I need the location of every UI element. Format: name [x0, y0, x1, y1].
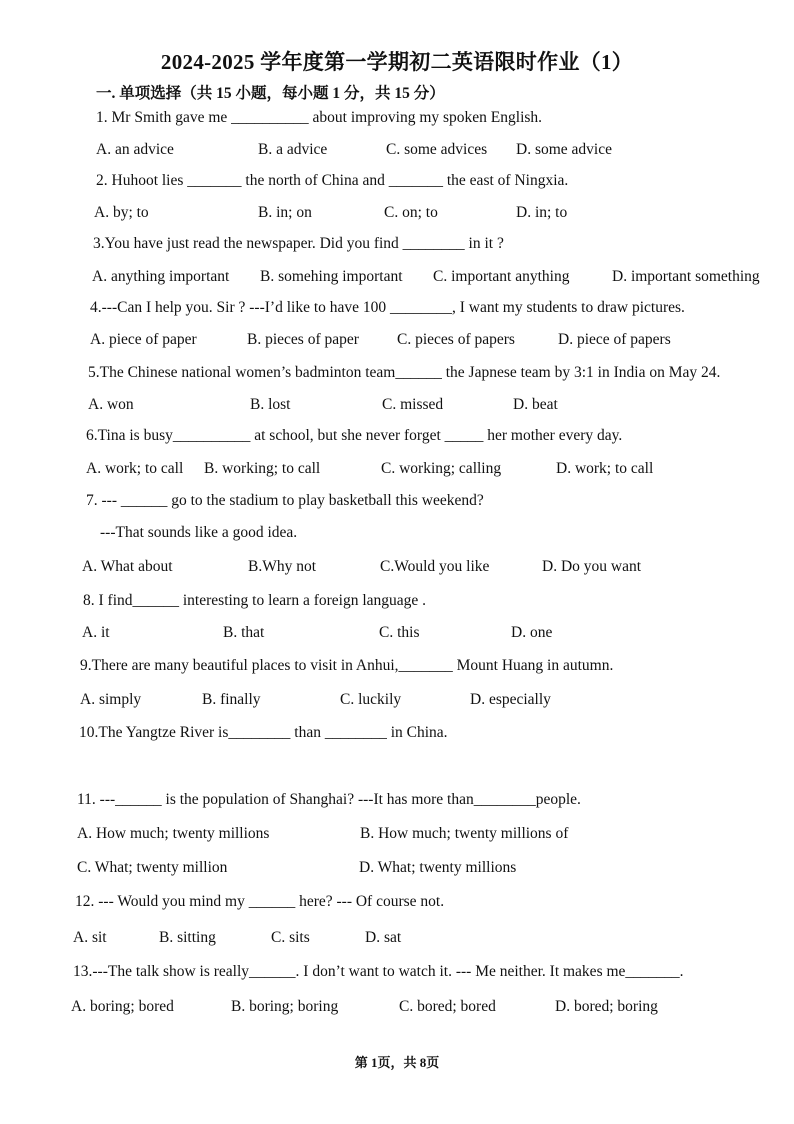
- page-footer: 第 1页，共 8页: [354, 1055, 440, 1070]
- option-a: A. sit: [73, 929, 107, 946]
- option-d: D. bored; boring: [555, 998, 658, 1015]
- option-b: B. that: [223, 624, 265, 641]
- option-c: C.Would you like: [380, 558, 490, 575]
- option-a: A. piece of paper: [90, 331, 197, 348]
- option-d: D. in; to: [516, 204, 568, 221]
- question-stem: 2. Huhoot lies _______ the north of China and _______ the east of Ningxia.: [96, 172, 569, 189]
- option-a: A. boring; bored: [71, 998, 174, 1015]
- page-title: 2024-2025 学年度第一学期初二英语限时作业（1）: [160, 50, 634, 74]
- option-d: D. Do you want: [542, 558, 642, 575]
- option-a: A. won: [88, 396, 134, 413]
- option-a: A. What about: [82, 558, 173, 575]
- option-a: A. simply: [80, 691, 142, 708]
- option-d: D. What; twenty millions: [359, 859, 517, 876]
- question-stem: 13.---The talk show is really______. I don’t want to watch it. --- Me neither. It makes me_______.: [73, 963, 684, 980]
- option-c: C. working; calling: [381, 460, 502, 477]
- question-stem: 1. Mr Smith gave me __________ about improving my spoken English.: [96, 109, 543, 126]
- question-response: ---That sounds like a good idea.: [100, 524, 298, 541]
- option-b: B. working; to call: [204, 460, 321, 477]
- option-b: B. pieces of paper: [247, 331, 359, 348]
- option-b: B. How much; twenty millions of: [360, 825, 569, 842]
- option-d: D. important something: [612, 268, 760, 285]
- option-c: C. What; twenty million: [77, 859, 228, 876]
- question-stem: 9.There are many beautiful places to visit in Anhui,_______ Mount Huang in autumn.: [80, 657, 614, 674]
- option-c: C. on; to: [384, 204, 438, 221]
- option-d: D. especially: [470, 691, 551, 708]
- option-a: A. by; to: [94, 204, 149, 221]
- option-c: C. sits: [271, 929, 310, 946]
- option-b: B. boring; boring: [231, 998, 339, 1015]
- option-a: A. How much; twenty millions: [77, 825, 270, 842]
- option-a: A. anything important: [92, 268, 230, 285]
- option-a: A. work; to call: [86, 460, 184, 477]
- question-stem: 8. I find______ interesting to learn a foreign language .: [83, 592, 427, 609]
- option-a: A. it: [82, 624, 110, 641]
- option-c: C. pieces of papers: [397, 331, 515, 348]
- option-a: A. an advice: [96, 141, 174, 158]
- option-b: B. finally: [202, 691, 261, 708]
- option-c: C. bored; bored: [399, 998, 496, 1015]
- option-c: C. important anything: [433, 268, 570, 285]
- option-b: B. sitting: [159, 929, 216, 946]
- question-stem: 10.The Yangtze River is________ than ________ in China.: [79, 724, 448, 741]
- option-b: B. lost: [250, 396, 291, 413]
- option-d: D. piece of papers: [558, 331, 671, 348]
- question-stem: 5.The Chinese national women’s badminton team______ the Japnese team by 3:1 in India on May 24.: [88, 364, 721, 381]
- option-b: B. somehing important: [260, 268, 403, 285]
- question-stem: 4.---Can I help you. Sir ? ---I’d like to have 100 ________, I want my students to draw pictures.: [90, 299, 685, 316]
- question-stem: 11. ---______ is the population of Shanghai? ---It has more than________people.: [77, 791, 581, 808]
- question-stem: 6.Tina is busy__________ at school, but she never forget _____ her mother every day.: [86, 427, 623, 444]
- option-c: C. missed: [382, 396, 444, 413]
- question-stem: 7. --- ______ go to the stadium to play basketball this weekend?: [86, 492, 484, 509]
- option-d: D. sat: [365, 929, 402, 946]
- option-b: B.Why not: [248, 558, 317, 575]
- option-c: C. luckily: [340, 691, 402, 708]
- option-b: B. a advice: [258, 141, 328, 158]
- option-c: C. this: [379, 624, 420, 641]
- question-stem: 12. --- Would you mind my ______ here? --- Of course not.: [75, 893, 445, 910]
- option-d: D. some advice: [516, 141, 612, 158]
- option-d: D. work; to call: [556, 460, 654, 477]
- option-d: D. beat: [513, 396, 558, 413]
- option-c: C. some advices: [386, 141, 488, 158]
- option-d: D. one: [511, 624, 553, 641]
- question-stem: 3.You have just read the newspaper. Did you find ________ in it ?: [93, 235, 504, 252]
- section-heading: 一. 单项选择（共 15 小题，每小题 1 分，共 15 分）: [96, 85, 445, 102]
- option-b: B. in; on: [258, 204, 312, 221]
